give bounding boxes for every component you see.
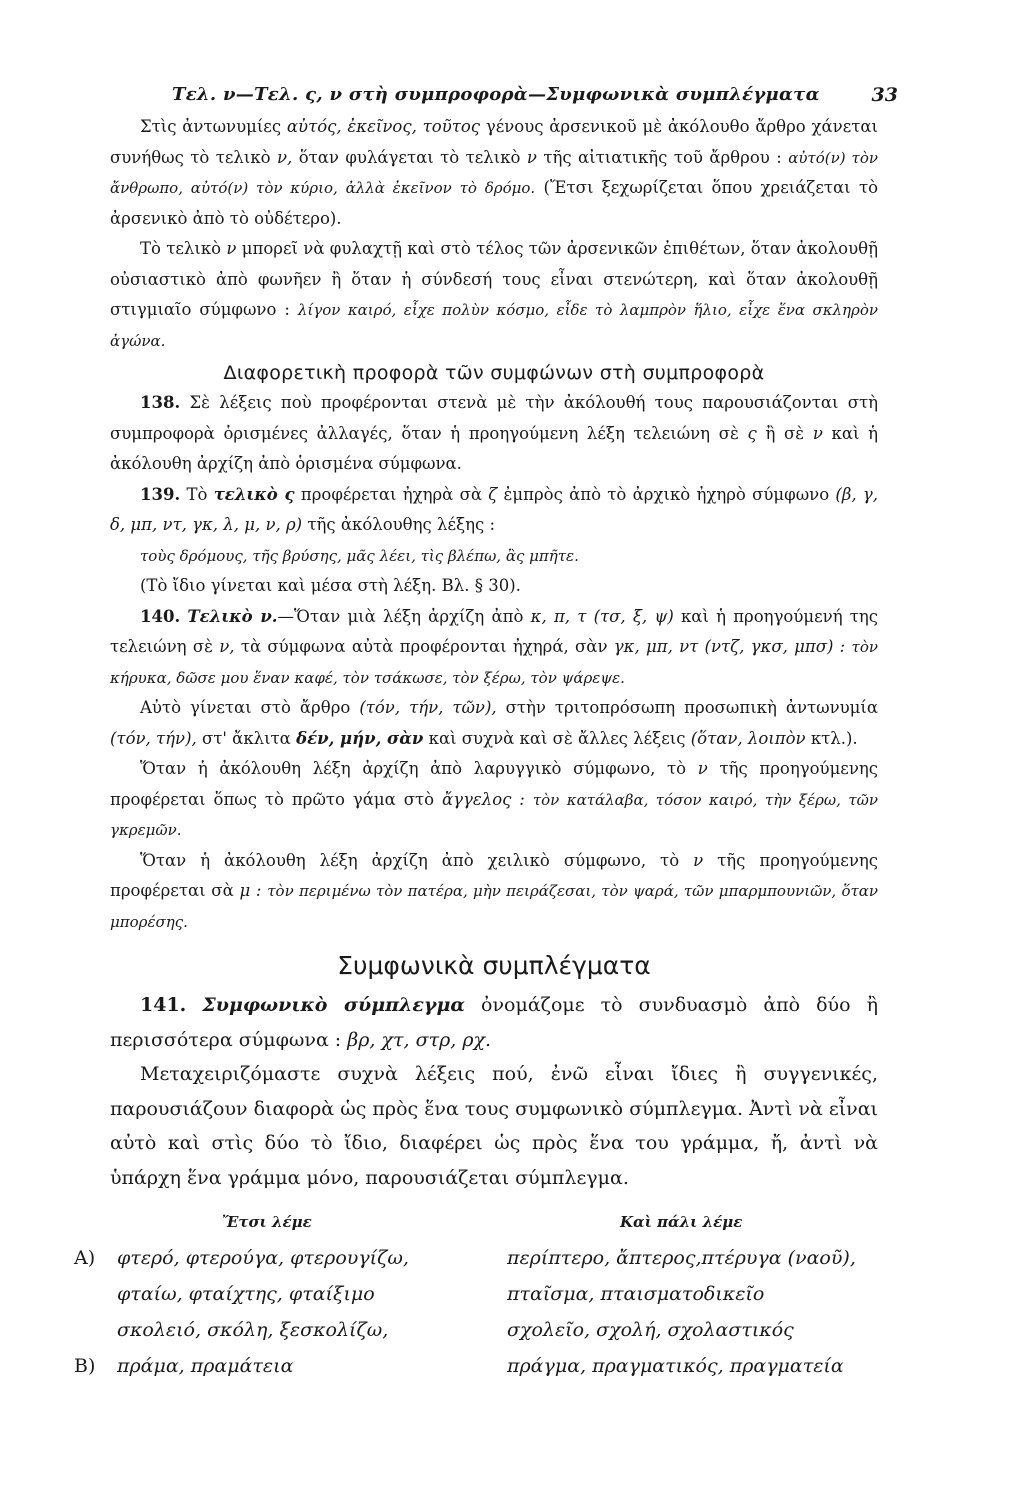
running-header [110, 78, 898, 112]
page [74, 78, 898, 1393]
paragraph-pronouns: Στὶς ἀντωνυμίες αὐτός, ἐκεῖνος, τοῦτος γένους ἀρσενικοῦ μὲ ἀκόλουθο ἄρθρο χάνεται συνήθως τὸ τελικὸ ν, ὅταν φυλάγεται τὸ τελικὸ ν τῆς αἰτιατικῆς τοῦ ἄρθρου : αὐτό(ν) τὸν ἄνθρωπο, αὐτό(ν) τὸν κύριο, ἀλλὰ ἐκεῖνον τὸ δρόμο. (Ἔτσι ξεχωρίζεται ὅπου χρειάζεται τὸ ἀρσενικὸ ἀπὸ τὸ οὐδέτερο). [110, 117, 879, 228]
paragraph-140-labial: Ὅταν ἡ ἀκόλουθη λέξη ἀρχίζη ἀπὸ χειλικὸ σύμφωνο, τὸ ν τῆς προηγούμενης προφέρεται σὰ μ : τὸν περιμένω τὸν πατέρα, μὴν πειράζεσαι, τὸν ψαρά, τῶν μπαρμπουνιῶν, ὅταν μπορέσης. [110, 850, 879, 931]
paragraph-138: 138. Σὲ λέξεις ποὺ προφέρονται στενὰ μὲ τὴν ἀκόλουθή τους παρουσιάζονται στὴ συμπροφορὰ ὁρισμένες ἀλλαγές, ὅταν ἡ προηγούμενη λέξη τελειώνη σὲ ς ἢ σὲ ν καὶ ἡ ἀκόλουθη ἀρχίζη ἀπὸ ὁρισμένα σύμφωνα. [110, 393, 879, 473]
paragraph-140: 140. Τελικὸ ν.—Ὅταν μιὰ λέξη ἀρχίζη ἀπὸ κ, π, τ (τσ, ξ, ψ) καὶ ἡ προηγούμενή της τελειώνη σὲ ν, τὰ σύμφωνα αὐτὰ προφέρονται ἠχηρά, σὰν γκ, μπ, ντ (ντζ, γκσ, μπσ) : τὸν κήρυκα, δῶσε μου ἕναν καφέ, τὸν τσάκωσε, τὸν ξέρω, τὸν ψάρεψε. [110, 606, 879, 687]
paragraph-140-laryngeal: Ὅταν ἡ ἀκόλουθη λέξη ἀρχίζη ἀπὸ λαρυγγικὸ σύμφωνο, τὸ ν τῆς προηγούμενης προφέρεται ὅπως τὸ πρῶτο γάμα στὸ ἄγγελος : τὸν κατάλαβα, τόσον καιρό, τὴν ξέρω, τῶν γκρεμῶν. [110, 759, 879, 839]
paragraph-140-article: Αὐτὸ γίνεται στὸ ἄρθρο (τόν, τήν, τῶν), στὴν τριτοπρόσωπη προσωπικὴ ἀντωνυμία (τόν, τήν), στ' ἄκλιτα δέν, μήν, σὰν καὶ συχνὰ καὶ σὲ ἄλλες λέξεις (ὅταν, λοιπὸν κτλ.). [110, 698, 878, 748]
page-number: 33 [871, 84, 898, 106]
row-left: φτερό, φτερούγα, φτερουγίζω, [117, 1247, 409, 1269]
note-139: (Τὸ ἴδιο γίνεται καὶ μέσα στὴ λέξη. Βλ. § 30). [140, 576, 521, 595]
section-clusters-body [110, 988, 878, 1195]
row-right: περίπτερο, ἄπτερος,πτέρυγα (ναοῦ), [507, 1247, 856, 1269]
paragraph-141-body: Μεταχειριζόμαστε συχνὰ λέξεις πού, ἐνῶ εἶναι ἴδιες ἢ συγγενικές, παρουσιάζουν διαφορὰ ὡς πρὸς ἕνα τους συμφωνικὸ σύμπλεγμα. Ἀντὶ νὰ εἶναι αὐτὸ καὶ στὶς δύο τὸ ἴδιο, διαφέρει ὡς πρὸς ἕνα του γράμμα, ἤ, ἀντὶ νὰ ὑπάρχη ἕνα γράμμα μόνο, παρουσιάζεται σύμπλεγμα. [110, 1063, 878, 1189]
table-row [74, 1247, 910, 1281]
table-row [74, 1355, 910, 1389]
row-right: σχολεῖο, σχολή, σχολαστικός [507, 1319, 794, 1341]
header-title: Τελ. ν—Τελ. ς, ν στὴ συμπροφορὰ—Συμφωνικὰ συμπλέγματα [172, 84, 820, 105]
row-left: πράμα, πραμάτεια [117, 1355, 294, 1377]
row-right: πταῖσμα, πταισματοδικεῖο [507, 1283, 765, 1305]
col2-header: Καὶ πάλι λέμε [620, 1213, 743, 1231]
section-heading-pronunciation: Διαφορετικὴ προφορὰ τῶν συμφώνων στὴ συμπροφορὰ [223, 362, 765, 384]
paragraph-139: 139. Τὸ τελικὸ ς προφέρεται ἠχηρὰ σὰ ζ ἐμπρὸς ἀπὸ τὸ ἀρχικὸ ἠχηρὸ σύμφωνο (β, γ, δ, μπ, ντ, γκ, λ, μ, ν, ρ) τῆς ἀκόλουθης λέξης : [110, 484, 879, 534]
table-row [90, 1283, 910, 1317]
paragraph-141: 141. Συμφωνικὸ σύμπλεγμα ὀνομάζομε τὸ συνδυασμὸ ἀπὸ δύο ἢ περισσότερα σύμφωνα : βρ, χτ, στρ, ρχ. [110, 994, 878, 1051]
col1-header: Ἔτσι λέμε [222, 1213, 312, 1231]
section-heading-clusters: Συμφωνικὰ συμπλέγματα [337, 951, 651, 980]
table-row [90, 1319, 910, 1353]
comparison-table [74, 1213, 878, 1393]
row-left: φταίω, φταίχτης, φταίξιμο [117, 1283, 375, 1305]
example-139: τοὺς δρόμους, τῆς βρύσης, μᾶς λέει, τὶς βλέπω, ἂς μπῆτε. [140, 546, 579, 565]
paragraph-adjectives: Τὸ τελικὸ ν μπορεῖ νὰ φυλαχτῇ καὶ στὸ τέλος τῶν ἀρσενικῶν ἐπιθέτων, ὅταν ἀκολουθῇ οὐσιαστικὸ ἀπὸ φωνῆεν ἢ ὅταν ἡ σύνδεσή τους εἶναι στενώτερη, καὶ ὅταν ἀκολουθῇ στιγμιαῖο σύμφωνο : λίγον καιρό, εἶχε πολὺν κόσμο, εἶδε τὸ λαμπρὸν ἥλιο, εἶχε ἕνα σκληρὸν ἀγώνα. [110, 239, 878, 350]
row-left: σκολειό, σκόλη, ξεσκολίζω, [117, 1319, 389, 1341]
row-label: A) [74, 1247, 96, 1269]
row-right: πράγμα, πραγματικός, πραγματεία [507, 1355, 844, 1377]
row-label: B) [74, 1355, 96, 1377]
